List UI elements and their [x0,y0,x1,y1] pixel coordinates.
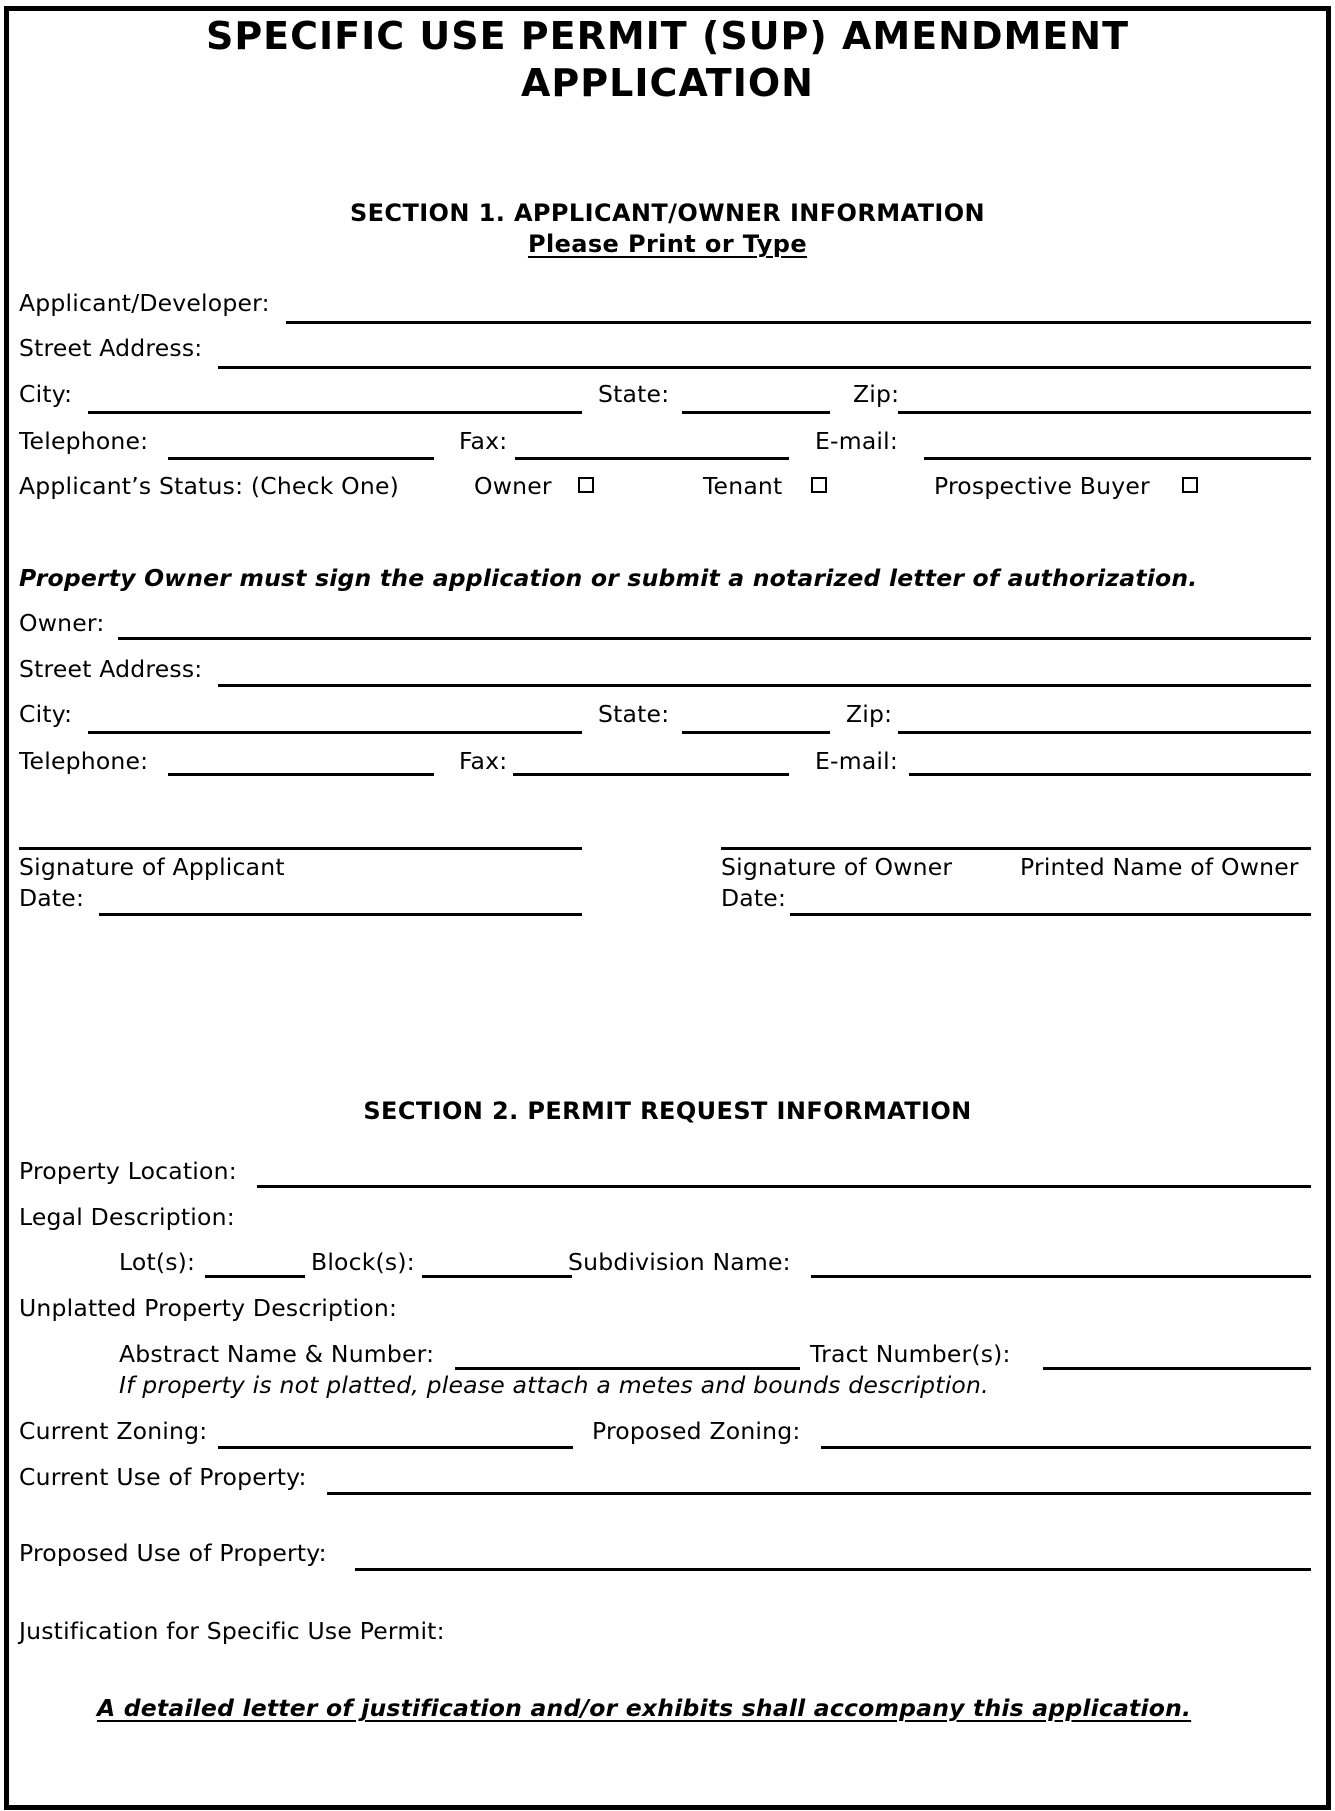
owner-fax-line [513,773,789,776]
property-location-field[interactable] [261,1158,1308,1184]
owner-line [118,637,1311,640]
current-use-field[interactable] [331,1465,1308,1491]
current-use-label: Current Use of Property: [19,1463,307,1491]
applicant-state-field[interactable] [686,384,828,410]
owner-state-field[interactable] [686,704,828,730]
applicant-email-line [924,457,1311,460]
applicant-state-label: State: [598,380,670,408]
owner-field[interactable] [122,610,1308,636]
owner-date-line [790,913,1311,916]
abstract-name-number-label: Abstract Name & Number: [119,1340,435,1368]
proposed-zoning-line [821,1446,1311,1449]
applicant-fax-line [515,457,789,460]
applicant-date-field[interactable] [103,886,579,912]
owner-telephone-field[interactable] [172,746,432,772]
not-platted-note: If property is not platted, please attach a metes and bounds description. [119,1371,989,1399]
section1-subheading [0,229,1335,259]
proposed-zoning-label: Proposed Zoning: [592,1417,801,1445]
applicant-email-label: E-mail: [815,427,898,455]
owner-state-line [682,731,830,734]
applicant-email-field[interactable] [928,430,1308,456]
applicant-developer-line [286,321,1311,324]
legal-description-label: Legal Description: [19,1203,235,1231]
owner-fax-label: Fax: [459,747,508,775]
applicant-developer-label: Applicant/Developer: [19,289,270,317]
owner-signature-field[interactable] [724,818,1308,846]
proposed-use-line [355,1568,1311,1571]
owner-street-address-line [218,684,1311,687]
applicant-fax-field[interactable] [519,430,787,456]
applicant-fax-label: Fax: [459,427,508,455]
current-use-line [327,1492,1311,1495]
subdivision-name-field[interactable] [815,1248,1308,1274]
applicant-street-address-line [218,366,1311,369]
section1-heading: SECTION 1. APPLICANT/OWNER INFORMATION [349,199,986,227]
lots-field[interactable] [207,1248,303,1274]
current-zoning-label: Current Zoning: [19,1417,208,1445]
lots-line [205,1275,305,1278]
applicant-zip-field[interactable] [902,384,1308,410]
blocks-label: Block(s): [311,1248,415,1276]
current-zoning-line [218,1446,573,1449]
lots-label: Lot(s): [119,1248,196,1276]
owner-city-label: City: [19,700,73,728]
owner-zip-line [898,731,1311,734]
proposed-use-label: Proposed Use of Property: [19,1539,327,1567]
applicant-city-line [88,411,582,414]
owner-email-line [909,773,1311,776]
applicant-street-address-field[interactable] [222,339,1308,365]
owner-street-address-field[interactable] [222,657,1308,683]
applicant-city-field[interactable] [92,384,580,410]
tract-numbers-field[interactable] [1047,1340,1308,1366]
status-tenant-label: Tenant [703,472,783,500]
applicant-telephone-field[interactable] [172,430,432,456]
owner-date-field[interactable] [794,886,1308,912]
owner-city-line [88,731,582,734]
owner-street-address-label: Street Address: [19,655,203,683]
subdivision-name-label: Subdivision Name: [568,1248,791,1276]
applicant-date-label: Date: [19,884,85,912]
owner-fax-field[interactable] [517,746,787,772]
owner-signature-line [721,847,1311,850]
status-prospective-buyer-checkbox[interactable] [1182,477,1198,493]
tract-numbers-line [1043,1367,1311,1370]
owner-date-label: Date: [721,884,787,912]
owner-city-field[interactable] [92,704,580,730]
applicant-developer-field[interactable] [290,294,1308,320]
status-tenant-checkbox[interactable] [811,477,827,493]
abstract-name-number-line [455,1367,800,1370]
status-owner-checkbox[interactable] [578,477,594,493]
printed-name-of-owner-label: Printed Name of Owner [1020,853,1299,881]
abstract-name-number-field[interactable] [459,1340,797,1366]
subdivision-name-line [811,1275,1311,1278]
blocks-field[interactable] [424,1248,570,1274]
owner-label: Owner: [19,609,105,637]
owner-telephone-label: Telephone: [19,747,149,775]
form-title-line1: SPECIFIC USE PERMIT (SUP) AMENDMENT [205,14,1130,58]
owner-state-label: State: [598,700,670,728]
signature-of-owner-label: Signature of Owner [721,853,953,881]
proposed-use-field[interactable] [359,1541,1308,1567]
blocks-line [422,1275,572,1278]
applicant-street-address-label: Street Address: [19,334,203,362]
property-location-line [257,1185,1311,1188]
applicant-telephone-line [168,457,434,460]
owner-telephone-line [168,773,434,776]
section2-heading: SECTION 2. PERMIT REQUEST INFORMATION [363,1097,972,1125]
owner-zip-field[interactable] [902,704,1308,730]
owner-email-field[interactable] [913,746,1308,772]
applicant-signature-line [19,847,582,850]
current-zoning-field[interactable] [222,1419,571,1445]
property-location-label: Property Location: [19,1157,237,1185]
justification-notice [97,1694,1191,1722]
unplatted-description-label: Unplatted Property Description: [19,1294,398,1322]
justification-notice-text: A detailed letter of justification and/or exhibits shall accompany this application. [97,1694,1192,1722]
proposed-zoning-field[interactable] [825,1419,1308,1445]
applicant-signature-field[interactable] [22,818,578,846]
form-title-line2: APPLICATION [521,61,814,105]
owner-signature-notice: Property Owner must sign the application or submit a notarized letter of authorization. [19,564,1198,592]
applicant-status-label: Applicant’s Status: (Check One) [19,472,399,500]
signature-of-applicant-label: Signature of Applicant [19,853,285,881]
applicant-zip-line [898,411,1311,414]
owner-zip-label: Zip: [846,700,893,728]
status-prospective-buyer-label: Prospective Buyer [934,472,1150,500]
applicant-date-line [99,913,582,916]
print-or-type-note: Please Print or Type [527,230,808,258]
applicant-state-line [682,411,830,414]
applicant-telephone-label: Telephone: [19,427,149,455]
justification-label: Justification for Specific Use Permit: [19,1617,445,1645]
owner-email-label: E-mail: [815,747,898,775]
applicant-city-label: City: [19,380,73,408]
tract-numbers-label: Tract Number(s): [810,1340,1011,1368]
status-owner-label: Owner [474,472,552,500]
applicant-zip-label: Zip: [853,380,900,408]
